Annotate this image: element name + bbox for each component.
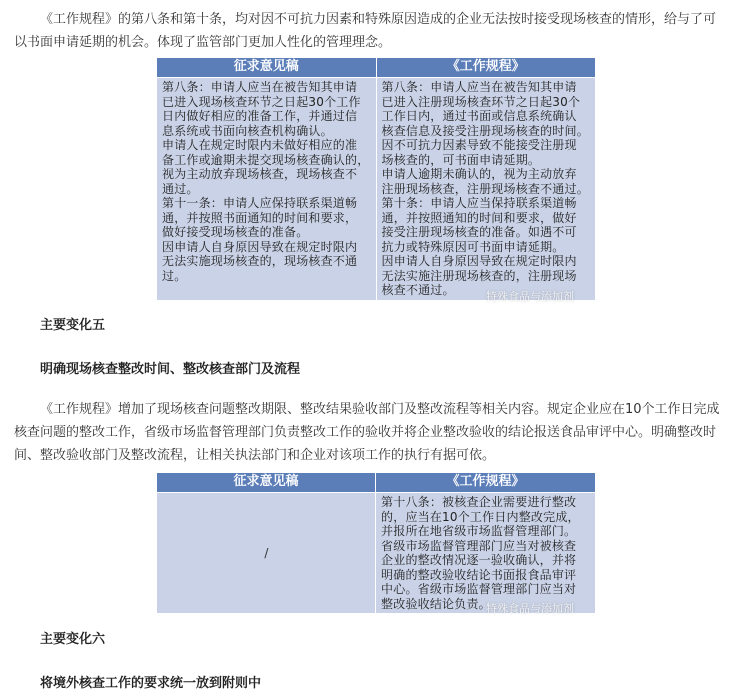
- watermark-1: 特殊食品与添加剂: [486, 290, 574, 303]
- watermark-2: 特殊食品与添加剂: [486, 602, 574, 615]
- table2-header-draft: 征求意见稿: [157, 473, 376, 493]
- change-5-paragraph: 《工作规程》增加了现场核查问题整改期限、整改结果验收部门及整改流程等相关内容。规定企业应在10个工作日完成核查问题的整改工作，省级市场监督管理部门负责整改工作的验收并将企业整改验收的结论报送食品审评中心。明确整改时间、整改验收部门及整改流程，让相关执法部门和企业对该项工作的执行有据可依。: [14, 402, 720, 463]
- table1-header-draft: 征求意见稿: [157, 58, 377, 78]
- heading-change-5-subtitle: 明确现场核查整改时间、整改核查部门及流程: [40, 362, 301, 377]
- table1-rules-cell: 第八条：申请人应当在被告知其申请 已进入注册现场核查环节之日起30个 工作日内，通过书面或信息系统确认 核查信息及接受注册现场核查的时间。 因不可抗力因素导致不能接受注册现 场核查的，可书面申请延期。 申请人逾期未确认的，视为主动放弃 注册现场核查，注册现场核查不通过。 第十条：申请人应当保持联系渠道畅 通，并按照通知的时间和要求，做好 接受注册现场核查的准备。如遇不可 抗力或特殊原因可书面申请延期。 因申请人自身原因导致在规定时限内 无法实施注册现场核查的，注册现场 核查不通过。: [376, 78, 596, 301]
- table1-draft-cell: 第八条：申请人应当在被告知其申请 已进入现场核查环节之日起30个工作 日内做好相应的准备工作，并通过信 息系统或书面向核查机构确认。 申请人在规定时限内未做好相应的准 备工作或逾期未提交现场核查确认的， 视为主动放弃现场核查，现场核查不 通过。 第十一条：申请人应保持联系渠道畅 通，并按照书面通知的时间和要求， 做好接受现场核查的准备。 因申请人自身原因导致在规定时限内 无法实施现场核查的，现场核查不通 过。: [157, 78, 377, 301]
- table2-rules-cell: 第十八条：被核查企业需要进行整改 的，应当在10个工作日内整改完成， 并报所在地省级市场监督管理部门。 省级市场监督管理部门应当对被核查 企业的整改情况逐一验收确认，并将 明确的整改验收结论书面报食品审评 中心。省级市场监督管理部门应当对 整改验收结论负责。: [376, 493, 596, 614]
- table1-header-rules: 《工作规程》: [376, 58, 596, 78]
- intro-paragraph: 《工作规程》的第八条和第十条，均对因不可抗力因素和特殊原因造成的企业无法按时接受现场核查的情形，给与了可以书面申请延期的机会。体现了监管部门更加人性化的管理理念。: [14, 12, 717, 50]
- table2-draft-cell: /: [157, 493, 376, 614]
- comparison-table-2: [156, 472, 596, 614]
- heading-change-6-subtitle: 将境外核查工作的要求统一放到附则中: [40, 676, 262, 691]
- comparison-table-1: [156, 57, 596, 301]
- table2-header-rules: 《工作规程》: [376, 473, 596, 493]
- heading-change-6: 主要变化六: [40, 632, 106, 647]
- heading-change-5: 主要变化五: [40, 318, 106, 333]
